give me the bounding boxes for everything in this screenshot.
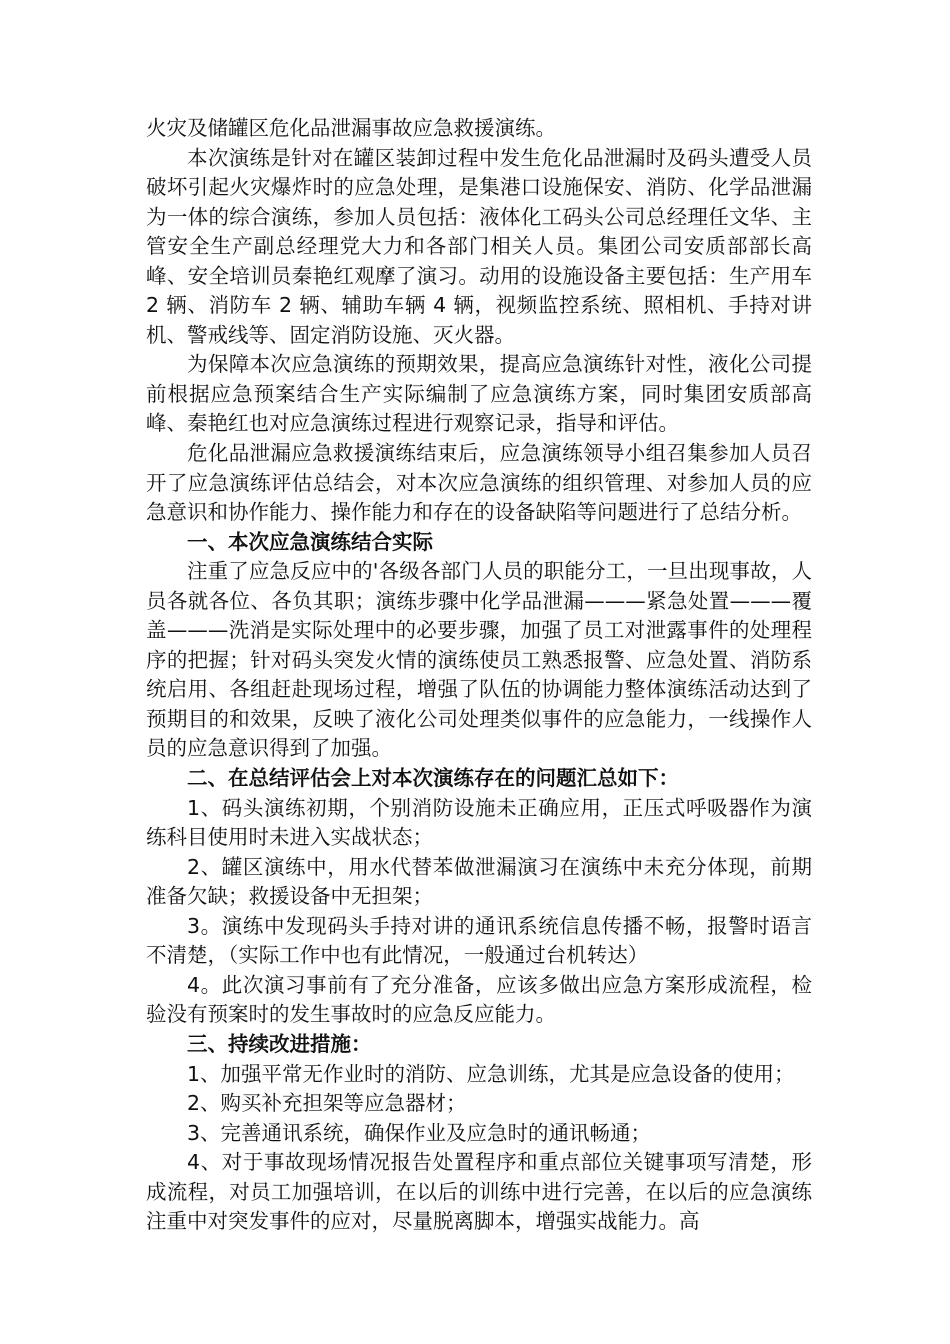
list-item-issue-4: 4。此次演习事前有了充分准备，应该多做出应急方案形成流程，检验没有预案时的发生事故时的应急反应能力。: [146, 972, 812, 1027]
list-item-issue-3: 3。演练中发现码头手持对讲的通讯系统信息传播不畅，报警时语言不清楚，（实际工作中也有此情况，一般通过台机转达）: [146, 913, 812, 968]
list-item-measure-2: 2、购买补充担架等应急器材；: [187, 1091, 467, 1116]
section-heading-1: 一、本次应急演练结合实际: [187, 529, 433, 554]
paragraph-drill-overview: 本次演练是针对在罐区装卸过程中发生危化品泄漏时及码头遭受人员破坏引起火灾爆炸时的应急处理，是集港口设施保安、消防、化学品泄漏为一体的综合演练，参加人员包括：液体化工码头公司总经理任文华、主管安全生产副总经理党大力和各部门相关人员。集团公司安质部部长高峰、安全培训员秦艳红观摩了演习。动用的设施设备主要包括：生产用车 2 辆、消防车 2 辆、辅助车辆 4 辆，视频监控系统、照相机、手持对讲机、警戒线等、固定消防设施、灭火器。: [146, 145, 812, 347]
paragraph-continuation: 火灾及储罐区危化品泄漏事故应急救援演练。: [146, 116, 556, 140]
section-heading-2: 二、在总结评估会上对本次演练存在的问题汇总如下：: [187, 766, 679, 791]
list-item-issue-1: 1、码头演练初期，个别消防设施未正确应用，正压式呼吸器作为演练科目使用时未进入实战状态；: [146, 795, 812, 850]
list-item-measure-4: 4、对于事故现场情况报告处置程序和重点部位关键事项写清楚，形成流程，对员工加强培训，在以后的训练中进行完善，在以后的应急演练注重中对突发事件的应对，尽量脱离脚本，增强实战能力。高: [146, 1150, 812, 1234]
paragraph-section-1-body: 注重了应急反应中的'各级各部门人员的职能分工，一旦出现事故，人员各就各位、各负其职；演练步骤中化学品泄漏———紧急处置———覆盖———洗消是实际处理中的必要步骤，加强了员工对泄露事件的处理程序的把握；针对码头突发火情的演练使员工熟悉报警、应急处置、消防系统启用、各组赶赴现场过程，增强了队伍的协调能力整体演练活动达到了预期目的和效果，反映了液化公司处理类似事件的应急能力，一线操作人员的应急意识得到了加强。: [146, 559, 812, 761]
list-item-issue-2: 2、罐区演练中，用水代替苯做泄漏演习在演练中未充分体现，前期准备欠缺；救援设备中无担架；: [146, 854, 812, 909]
section-heading-3: 三、持续改进措施：: [187, 1031, 372, 1056]
list-item-measure-3: 3、完善通讯系统，确保作业及应急时的通讯畅通；: [187, 1120, 652, 1145]
list-item-measure-1: 1、加强平常无作业时的消防、应急训练，尤其是应急设备的使用；: [187, 1061, 795, 1086]
document-body: [146, 114, 812, 1237]
paragraph-drill-plan: 为保障本次应急演练的预期效果，提高应急演练针对性，液化公司提前根据应急预案结合生产实际编制了应急演练方案，同时集团安质部高峰、秦艳红也对应急演练过程进行观察记录，指导和评估。: [146, 352, 812, 436]
paragraph-evaluation-meeting: 危化品泄漏应急救援演练结束后，应急演练领导小组召集参加人员召开了应急演练评估总结会，对本次应急演练的组织管理、对参加人员的应急意识和协作能力、操作能力和存在的设备缺陷等问题进行了总结分析。: [146, 441, 812, 525]
